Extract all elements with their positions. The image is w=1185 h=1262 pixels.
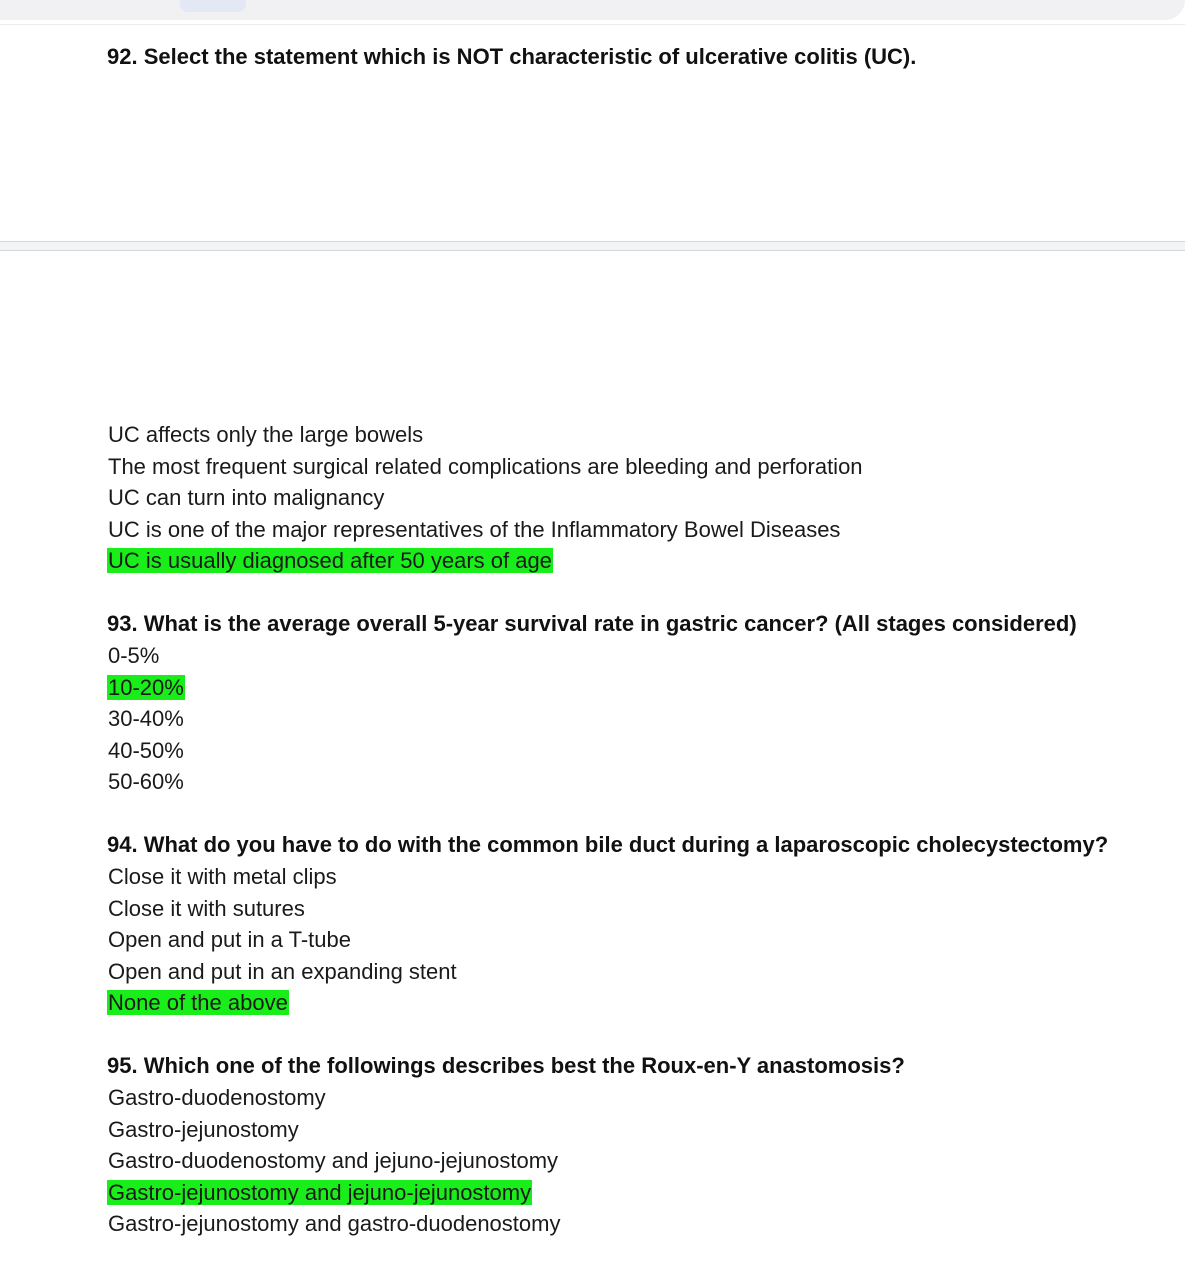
option-92-c[interactable]: UC can turn into malignancy: [108, 485, 385, 510]
question-95-options: [107, 1082, 561, 1240]
option-94-b[interactable]: Close it with sutures: [108, 895, 305, 921]
option-95-b[interactable]: Gastro-jejunostomy: [108, 1116, 299, 1142]
question-94-options: [107, 861, 458, 1019]
question-93-options: [107, 640, 185, 798]
option-94-a[interactable]: Close it with metal clips: [108, 864, 337, 889]
question-94-title: 94. What do you have to do with the common bile duct during a laparoscopic cholecystectomy?: [107, 832, 1109, 857]
option-94-e-correct[interactable]: None of the above: [108, 990, 288, 1015]
option-93-c[interactable]: 30-40%: [108, 706, 184, 731]
question-93-title: 93. What is the average overall 5-year survival rate in gastric cancer? (All stages considered): [107, 611, 1077, 636]
page-break: [0, 241, 1185, 251]
option-92-e-correct[interactable]: UC is usually diagnosed after 50 years of age: [108, 548, 552, 573]
option-94-c[interactable]: Open and put in a T-tube: [108, 927, 351, 952]
question-95-title: 95. Which one of the followings describes best the Roux-en-Y anastomosis?: [107, 1053, 905, 1078]
top-divider: [0, 24, 1185, 25]
option-93-e[interactable]: 50-60%: [108, 769, 184, 794]
option-94-d[interactable]: Open and put in an expanding stent: [108, 958, 457, 984]
option-95-d-correct[interactable]: Gastro-jejunostomy and jejuno-jejunostomy: [108, 1179, 532, 1205]
option-95-e[interactable]: Gastro-jejunostomy and gastro-duodenostomy: [108, 1211, 561, 1236]
question-92-options: [107, 419, 864, 577]
option-92-b[interactable]: The most frequent surgical related complications are bleeding and perforation: [108, 453, 863, 479]
option-93-a[interactable]: 0-5%: [108, 643, 160, 668]
option-93-b-correct[interactable]: 10-20%: [108, 674, 184, 700]
option-95-a[interactable]: Gastro-duodenostomy: [108, 1085, 326, 1110]
active-tab-indicator[interactable]: [180, 0, 246, 12]
option-92-a[interactable]: UC affects only the large bowels: [108, 422, 424, 447]
option-92-d[interactable]: UC is one of the major representatives of the Inflammatory Bowel Diseases: [108, 516, 841, 542]
option-95-c[interactable]: Gastro-duodenostomy and jejuno-jejunostomy: [108, 1148, 559, 1173]
question-92-title: 92. Select the statement which is NOT characteristic of ulcerative colitis (UC).: [107, 44, 917, 69]
option-93-d[interactable]: 40-50%: [108, 737, 184, 763]
browser-top-bar: [0, 0, 1185, 20]
